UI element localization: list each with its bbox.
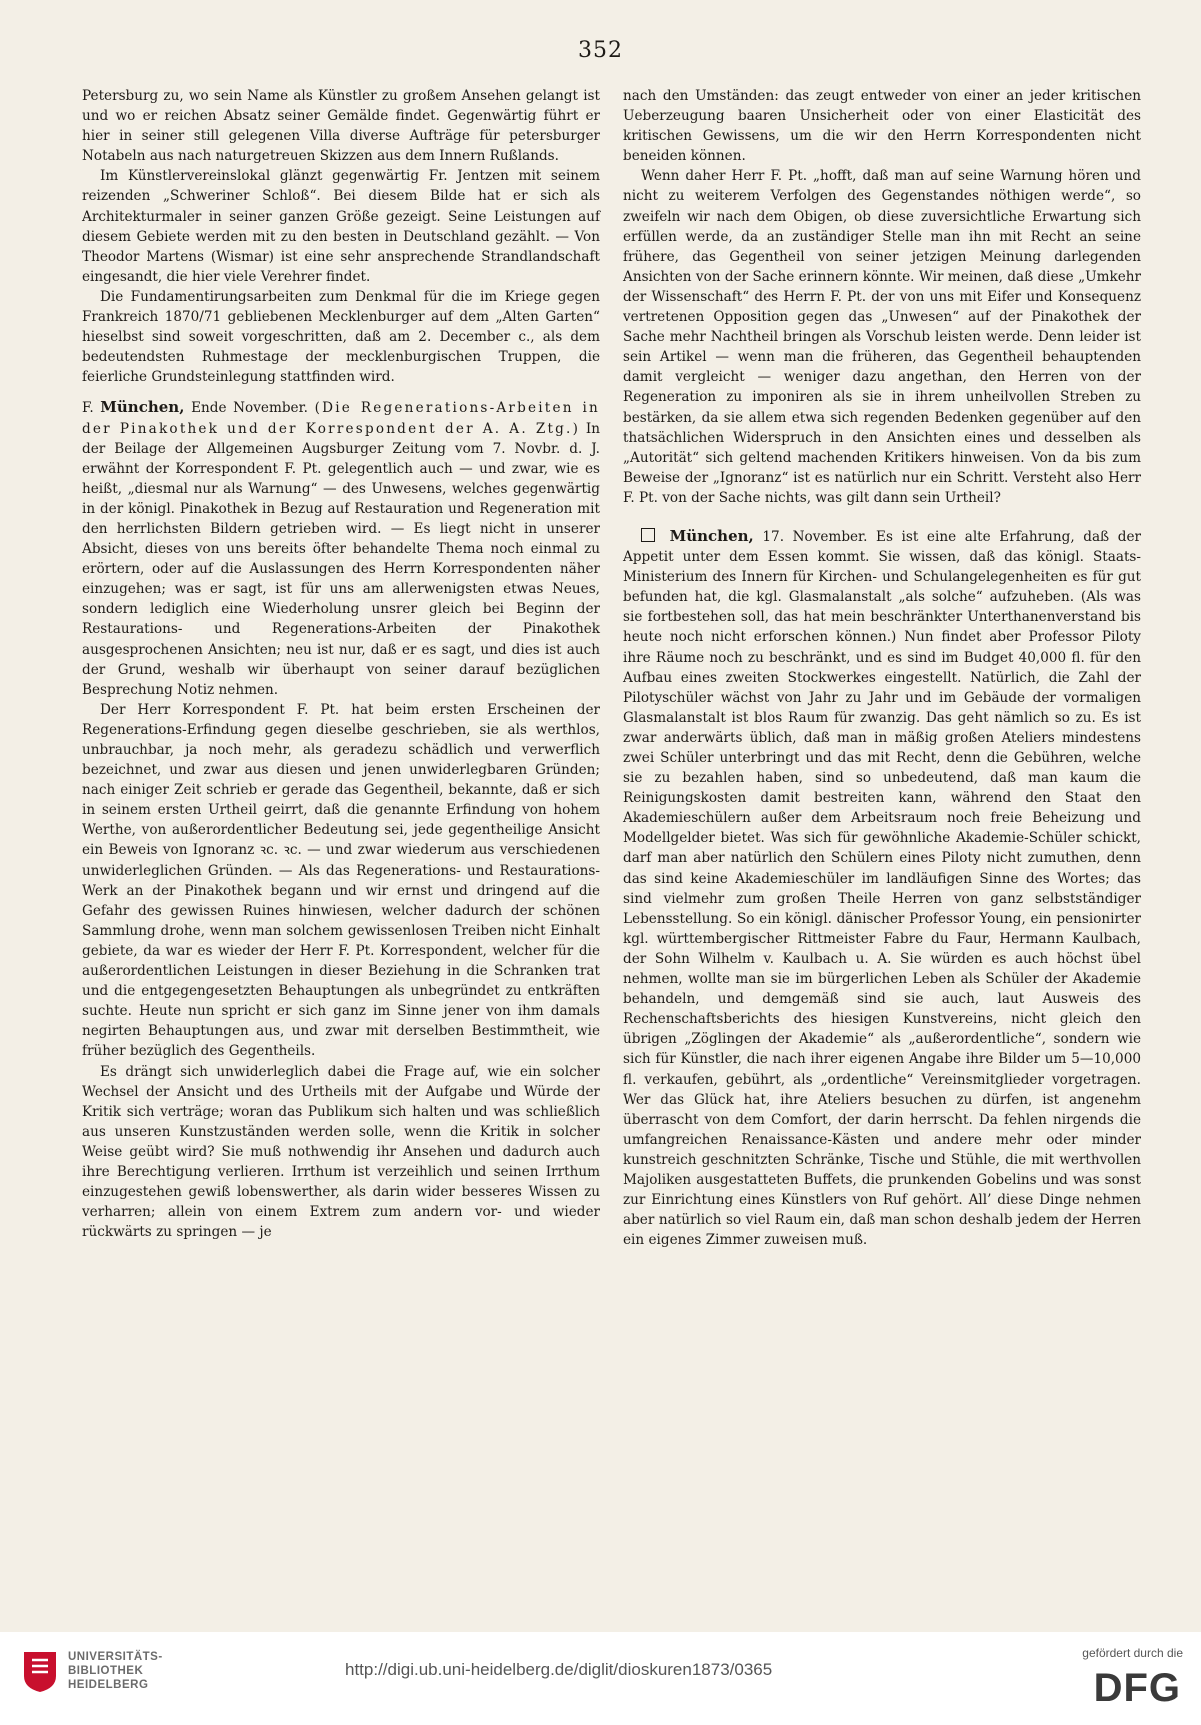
paragraph: Die Fundamentirungsarbeiten zum Denkmal für die im Kriege gegen Frankreich 1870/71 gebliebenen Mecklenburger auf dem „Alten Garten“ hieselbst sind soweit vorgeschritten, daß am 2. December c., als dem bedeutendsten Ruhmestage der mecklenburgischen Truppen, die feierliche Grundsteinlegung stattfinden wird.	[82, 288, 600, 386]
section-place: München,	[100, 398, 185, 417]
section-heading	[623, 526, 1141, 1250]
section-heading	[82, 397, 600, 699]
page-number: 352	[578, 38, 623, 63]
section-date: 17. November.	[762, 528, 868, 545]
university-seal-icon	[20, 1650, 60, 1694]
section-author-mark: F.	[82, 400, 94, 417]
paragraph: Es drängt sich unwiderleglich dabei die Frage auf, wie ein solcher Wechsel der Ansicht und des Urtheils mit der Aufgabe und Würde der Kritik sich verträge; woran das Publikum sich halten und was schließlich aus unseren Kunstzuständen werden solle, wenn die Kritik in solcher Weise geübt wird? Sie muß nothwendig ihr Ansehen und dadurch auch ihre Berechtigung verlieren. Irrthum ist verzeihlich und seinen Irrthum einzugestehen gewiß lobenswerther, als darin wider besseres Wissen zu verharren; allein von einem Extrem zum andern vor- und wieder rückwärts zu springen — je	[82, 1063, 600, 1241]
section-date: Ende November.	[191, 400, 308, 417]
paragraph: Es ist eine alte Erfahrung, daß der Appetit unter dem Essen kommt. Sie wissen, daß das königl. Staats-Ministerium des Innern für Kirchen- und Schulangelegenheiten es für gut befunden hat, die kgl. Glasmalanstalt „als solche“ aufzuheben. (Als was sie fortbestehen soll, das hat mein beschränkter Unterthanenverstand bis heute noch nicht erforschen können.) Nun findet aber Professor Piloty ihre Räume noch zu beschränkt, und es sind im Budget 40,000 fl. für den Aufbau eines zweiten Stockwerkes eingestellt. Natürlich, die Zahl der Pilotyschüler wächst von Jahr zu Jahr und im Gebäude der vormaligen Glasmalanstalt ist blos Raum für zwanzig. Das geht nämlich so zu. Es ist zwar anderwärts üblich, daß man in mäßig großen Ateliers mindestens zwei Schüler unterbringt und das mit Recht, denn die Gebühren, welche sie zu bezahlen haben, sind so unbedeutend, daß man kaum die Reinigungskosten damit bestreiten kann, während den Staat den Akademieschülern außer dem Arbeitsraum noch freie Beheizung und Modellgelder bietet. Was sich für gewöhnliche Akademie-Schüler schickt, darf man aber natürlich den Schülern eines Piloty nicht zumuthen, denn das sind keine Akademieschüler im landläufigen Sinne des Wortes; das sind vielmehr zum großen Theile Herren von ganz selbstständiger Lebensstellung. So ein königl. dänischer Professor Young, ein pensionirter kgl. württembergischer Rittmeister Fabre du Faur, Hermann Kaulbach, der Sohn Wilhelm v. Kaulbach u. A. Sie würden es auch höchst übel nehmen, wollte man sie im bürgerlichen Leben als Schüler der Akademie behandeln, und demgemäß sind sie auch, laut Ausweis des Rechenschaftsberichts des hiesigen Kunstvereins, nicht gleich den übrigen „Zöglingen der Akademie“ als „außerordentliche“, sondern wie sich für Künstler, die nach ihrer eigenen Angabe ihre Bilder um 5—10,000 fl. verkaufen, gebührt, als „ordentliche“ Vereinsmitglieder vorgetragen. Wer das Glück hat, ihre Ateliers besuchen zu dürfen, ist angenehm überrascht von dem Comfort, der darin herrscht. Da fehlen nirgends die umfangreichen Renaissance-Kästen und andere mehr oder minder kunstreich geschnitzten Schränke, Tische und Stühle, die mit werthvollen Majoliken ausgestatteten Buffets, die prunkenden Gobelins und was sonst zur Einrichtung eines Künstlers von Ruf gehört. All’ diese Dinge nehmen aber natürlich so viel Raum ein, daß man schon deshalb jedem der Herren ein eigenes Zimmer zuweisen muß.	[623, 528, 1141, 1249]
section-title: (Die Regenerations-Arbeiten in der Pinakothek und der Korrespondent der A. A. Ztg.)	[82, 400, 601, 437]
paragraph: Im Künstlervereinslokal glänzt gegenwärtig Fr. Jentzen mit seinem reizenden „Schweriner Schloß“. Bei diesem Bilde hat er sich als Architekturmaler in seiner ganzen Größe gezeigt. Seine Leistungen auf diesem Gebiete werden mit zu den besten in Deutschland gezählt. — Von Theodor Martens (Wismar) ist eine sehr ansprechende Strandlandschaft eingesandt, die hier viele Verehrer findet.	[82, 168, 600, 285]
paragraph: Petersburg zu, wo sein Name als Künstler zu großem Ansehen gelangt ist und wo er reichen Absatz seiner Gemälde findet. Gegenwärtig führt er hier in seiner still gelegenen Villa diverse Aufträge für petersburger Notabeln aus nach naturgetreuen Skizzen aus dem Innern Rußlands.	[82, 88, 600, 165]
section-place: München,	[669, 526, 754, 545]
dfg-logo: DFG	[1093, 1666, 1181, 1710]
paragraph: Wenn daher Herr F. Pt. „hofft, daß man auf seine Warnung hören und nicht zu weiterem Verfolgen des Gegenstandes nöthigen werde“, so zweifeln wir nach dem Obigen, ob diese zuversichtliche Erwartung sich erfüllen werde, da an zuständiger Stelle man ihn mit Recht an seine frühere, das Gegentheil von seiner jetzigen Meinung darlegenden Ansichten von der Sache erinnern könnte. Wir meinen, daß diese „Umkehr der Wissenschaft“ des Herrn F. Pt. der von uns mit Eifer und Konsequenz vertretenen Opposition gegen das „Unwesen“ auf der Pinakothek der Sache mehr Nachtheil bringen als Vorschub leisten werde. Denn leider ist sein Artikel — wenn man die früheren, das Gegentheil behauptenden damit vergleicht — weniger dazu angethan, den Herren von der Regeneration zu imponiren als sie in ihrem unheilvollen Streben zu bestärken, da sie allem etwa sich regenden Bedenken gegenüber auf den thatsächlichen Widerspruch in den Ansichten eines und desselben als „Autorität“ sich geltend machenden Kritikers hinweisen. Von da bis zum Beweise der „Ignoranz“ ist es natürlich nur ein Schritt. Versteht also Herr F. Pt. von der Sache nichts, was gilt dann sein Urtheil?	[623, 168, 1141, 506]
paragraph: In der Beilage der Allgemeinen Augsburger Zeitung vom 7. Novbr. d. J. erwähnt der Korrespondent F. Pt. gelegentlich auch — und zwar, wie es heißt, „diesmal nur als Warnung“ — des Unwesens, welches gegenwärtig in der königl. Pinakothek in Bezug auf Restauration und Regeneration mit den herrlichsten Bildern getrieben wird. — Es liegt nicht in unserer Absicht, dieses von uns bereits öfter behandelte Thema noch einmal zu erörtern, oder auf die Auslassungen des Herrn Korrespondenten näher einzugehen; was er sagt, ist für uns am allerwenigsten etwas Neues, sondern lediglich eine Wiederholung unsrer gleich bei Beginn der Restaurations- und Regenerations-Arbeiten der Pinakothek ausgesprochenen Ansichten; neu ist nur, daß er es sagt, und dies ist auch der Grund, weshalb wir überhaupt von seiner darauf bezüglichen Besprechung Notiz nehmen.	[82, 420, 600, 698]
section-box-icon	[641, 528, 655, 542]
paragraph: Der Herr Korrespondent F. Pt. hat beim ersten Erscheinen der Regenerations-Erfindung gegen dieselbe geschrieben, sie als werthlos, unbrauchbar, ja noch mehr, als geradezu schädlich und verwerflich bezeichnet, und zwar aus diesen und jenen unwiderlegbaren Gründen; nach einiger Zeit schrieb er gerade das Gegentheil, bekannte, daß er sich in seinem ersten Urtheil geirrt, daß die genannte Erfindung von hohem Werthe, von außerordentlicher Bedeutung sei, jede gegentheilige Ansicht ein Beweis von Ignoranz ꝛc. ꝛc. — und zwar wiederum aus verschiedenen unwiderleglichen Gründen. — Als das Regenerations- und Restaurations-Werk an der Pinakothek begann und wir ernst und dringend auf die Gefahr des gewissen Ruines hinwiesen, welcher dadurch der schönen Sammlung drohe, wenn man solchem gewissenlosen Treiben nicht Einhalt gebiete, da war es wieder der Herr F. Pt. Korrespondent, welcher für die außerordentlichen Leistungen in dieser Beziehung in die Schranken trat und die entgegengesetzten Behauptungen als unbegründet zu entkräften suchte. Heute nun spricht er sich ganz im Sinne jener von ihm damals negirten Behauptungen aus, und zwar mit derselben Bestimmtheit, wie früher bezüglich des Gegentheils.	[82, 701, 600, 1060]
permalink[interactable]: http://digi.ub.uni-heidelberg.de/diglit/dioskuren1873/0365	[345, 1660, 773, 1679]
paragraph: nach den Umständen: das zeugt entweder von einer an jeder kritischen Ueberzeugung baaren Unsicherheit oder von einer Elasticität des kritischen Gewissens, um die wir den Herrn Korrespondenten nicht beneiden können.	[623, 88, 1141, 165]
left-column	[82, 86, 600, 1242]
footer	[0, 1632, 1201, 1725]
institution-name: UNIVERSITÄTS- BIBLIOTHEK HEIDELBERG	[68, 1651, 163, 1691]
right-column	[623, 86, 1141, 1250]
funding-text: gefördert durch die	[1082, 1646, 1183, 1660]
